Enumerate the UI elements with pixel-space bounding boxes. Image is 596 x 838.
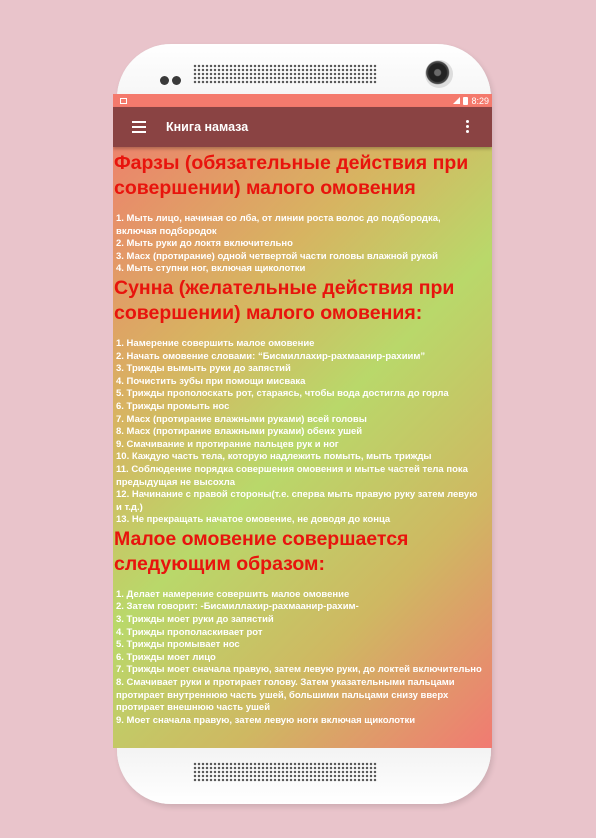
list-item: 1. Намерение совершить малое омовение bbox=[116, 337, 315, 349]
list-item: 2. Начать омовение словами: “Бисмиллахир-рахмаанир-рахиим” bbox=[116, 350, 426, 362]
list-item: 3. Трижды вымыть руки до запястий bbox=[116, 363, 291, 375]
front-sensors bbox=[160, 72, 184, 90]
status-icons bbox=[453, 96, 489, 106]
list-item: 2. Затем говорит: -Бисмиллахир-рахмаанир-рахим- bbox=[116, 601, 359, 613]
list-item: 8. Масх (протирание влажными руками) обеих ушей bbox=[116, 426, 363, 438]
hamburger-menu-icon[interactable] bbox=[132, 121, 146, 133]
list-item: 12. Начинание с правой стороны(т.е. сперва мыть правую руку затем левую и т.д.) bbox=[116, 489, 478, 513]
section-title-fard: Фарзы (обязательные действия при совершении) малого омовения bbox=[114, 152, 469, 199]
list-item: 2. Мыть руки до локтя включительно bbox=[116, 238, 293, 250]
app-screen bbox=[113, 94, 492, 748]
list-item: 11. Соблюдение порядка совершения омовения и мытье частей тела пока предыдущая не высохла bbox=[116, 463, 468, 488]
list-item: 3. Масх (протирание) одной четвертой части головы влажной рукой bbox=[116, 250, 438, 262]
list-item: 7. Трижды моет сначала правую, затем левую руки, до локтей включительно bbox=[116, 664, 482, 676]
list-procedure bbox=[114, 589, 484, 728]
list-item: 1. Мыть лицо, начиная со лба, от линии роста волос до подбородка, включая подбородок bbox=[116, 213, 441, 237]
overflow-menu-icon[interactable] bbox=[466, 120, 469, 133]
list-item: 9. Смачивание и протирание пальцев рук и ног bbox=[116, 438, 339, 450]
list-item: 3. Трижды моет руки до запястий bbox=[116, 614, 274, 626]
spacer bbox=[114, 577, 484, 589]
list-item: 10. Каждую часть тела, которую надлежить помыть, мыть трижды bbox=[116, 451, 432, 463]
list-item: 5. Трижды прополоскать рот, стараясь, чтобы вода достигла до горла bbox=[116, 388, 449, 400]
signal-icon bbox=[453, 97, 460, 104]
toolbar-title: Книга намаза bbox=[166, 120, 249, 134]
spacer bbox=[114, 326, 484, 338]
list-item: 8. Смачивает руки и протирает голову. Затем указательными пальцами протирает внутреннюю часть ушей, большими пальцами снизу вверх протирает внешнюю часть ушей bbox=[116, 677, 455, 714]
list-item: 4. Трижды прополаскивает рот bbox=[116, 626, 263, 638]
front-camera-icon bbox=[425, 60, 453, 88]
list-item: 1. Делает намерение совершить малое омовение bbox=[116, 588, 350, 600]
article-content bbox=[113, 147, 492, 727]
list-item: 6. Трижды моет лицо bbox=[116, 651, 216, 663]
status-bar bbox=[113, 94, 492, 107]
list-item: 6. Трижды промыть нос bbox=[116, 400, 230, 412]
list-item: 9. Моет сначала правую, затем левую ноги включая щиколотки bbox=[116, 714, 416, 726]
bottom-speaker-grille bbox=[193, 762, 377, 782]
list-sunna bbox=[114, 338, 484, 527]
list-fard bbox=[114, 213, 484, 276]
app-toolbar bbox=[113, 107, 492, 147]
top-speaker-grille bbox=[193, 64, 377, 84]
section-title-sunna: Сунна (желательные действия при совершении) малого омовения: bbox=[114, 276, 455, 324]
image-notification-icon bbox=[120, 98, 127, 104]
list-item: 13. Не прекращать начатое омовение, не доводя до конца bbox=[116, 514, 391, 526]
list-item: 4. Почистить зубы при помощи мисвака bbox=[116, 375, 306, 387]
spacer bbox=[114, 201, 484, 213]
section-title-procedure: Малое омовение совершается следующим образом: bbox=[114, 527, 409, 575]
list-item: 7. Масх (протирание влажными руками) всей головы bbox=[116, 413, 367, 425]
list-item: 5. Трижды промывает нос bbox=[116, 639, 240, 651]
list-item: 4. Мыть ступни ног, включая щиколотки bbox=[116, 263, 306, 275]
status-time: 8:29 bbox=[471, 95, 489, 106]
battery-icon bbox=[463, 97, 468, 105]
